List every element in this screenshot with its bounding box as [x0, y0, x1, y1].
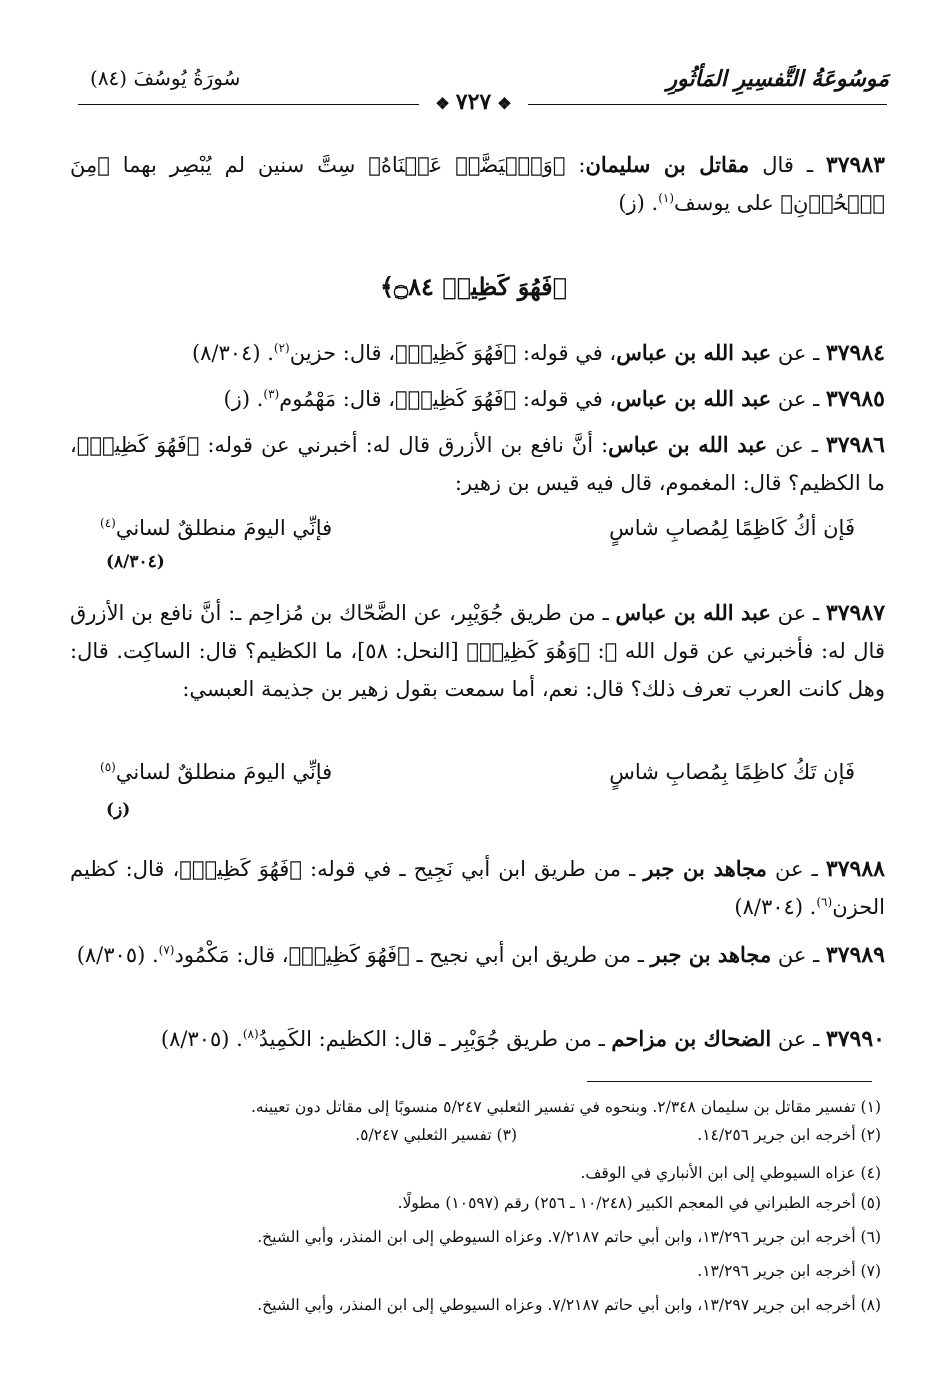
entry-prefix: ـ عن — [771, 943, 826, 967]
ornament-icon: ❖ — [497, 94, 512, 113]
footnote-7: (٧) أخرجه ابن جرير ١٣/٢٩٦. — [697, 1262, 881, 1280]
verse-hemistich-2 — [100, 516, 332, 540]
entry-reference: (٨/٣٠٤) — [106, 552, 165, 572]
narrator-name: مقاتل بن سليمان — [585, 152, 750, 177]
narrator-name: عبد الله بن عباس — [616, 340, 772, 365]
entry-prefix: ـ عن — [766, 857, 826, 881]
page-number-text: ٧٢٧ — [455, 89, 492, 115]
entry-prefix: ـ قال — [749, 153, 826, 177]
footnote-5: (٥) أخرجه الطبراني في المعجم الكبير (١٠/٢٤٨ ـ ٢٥٦) رقم (١٠٥٩٧) مطولًا. — [397, 1194, 881, 1212]
entry-text: : أنَّ نافع بن الأزرق قال له: أخبرني عن قوله: ﴿فَهُوَ كَظِيمٞ﴾، ما الكظيم؟ قال: المغموم، قال فيه قيس بن زهير: — [70, 433, 885, 495]
entry-prefix: ـ عن — [771, 341, 826, 365]
entry-number: ٣٧٩٩٠ — [825, 1026, 885, 1052]
entry-reference: (ز) — [106, 800, 131, 820]
entry-37985 — [70, 380, 885, 418]
verse-hemistich-2 — [100, 760, 332, 784]
footnote-rule — [587, 1081, 872, 1082]
entry-number: ٣٧٩٨٥ — [825, 386, 885, 412]
footnote-ref: (٨) — [242, 1027, 259, 1041]
narrator-name: مجاهد بن جبر — [650, 942, 772, 967]
entry-prefix: ـ عن — [770, 601, 826, 625]
entry-text: ـ من طريق ابن أبي نجيح ـ ﴿فَهُوَ كَظِيمٞ﴾، قال: مَكْمُود — [174, 943, 651, 967]
entry-end: . (ز) — [618, 191, 659, 215]
verse-hemistich-2-text: فإنِّي اليومَ منطلقٌ لساني — [115, 760, 333, 784]
entry-37984 — [70, 334, 885, 372]
footnote-2: (٢) أخرجه ابن جرير ١٤/٢٥٦. — [697, 1126, 881, 1144]
entry-prefix: ـ عن — [767, 433, 826, 457]
verse-hemistich-2-text: فإنِّي اليومَ منطلقٌ لساني — [115, 516, 333, 540]
book-title: مَوسُوعَةُ التَّفسِيرِ المَأثُورِ — [666, 66, 889, 92]
verse-hemistich-1: فَإن أكُ كَاظِمًا لِمُصابِ شاسٍ — [609, 516, 855, 540]
footnote-ref: (٧) — [158, 943, 175, 957]
entry-37989 — [70, 936, 885, 974]
footnote-ref: (١) — [658, 191, 675, 205]
footnote-ref: (٣) — [263, 387, 280, 401]
entry-number: ٣٧٩٨٣ — [825, 152, 885, 178]
page-number-wrap — [0, 89, 947, 115]
footnote-4: (٤) عزاه السيوطي إلى ابن الأنباري في الوقف. — [580, 1164, 881, 1182]
entry-37987 — [70, 594, 885, 708]
entry-end: . (٨/٣٠٤) — [734, 895, 817, 919]
ornament-icon: ❖ — [435, 94, 450, 113]
footnote-6: (٦) أخرجه ابن جرير ١٣/٢٩٦، وابن أبي حاتم ٧/٢١٨٧. وعزاه السيوطي إلى ابن المنذر، وأبي الشيخ. — [257, 1228, 881, 1246]
entry-number: ٣٧٩٨٤ — [825, 340, 885, 366]
narrator-name: مجاهد بن جبر — [643, 856, 767, 881]
narrator-name: عبد الله بن عباس — [615, 600, 771, 625]
footnote-ref: (٦) — [816, 895, 833, 909]
entry-number: ٣٧٩٨٩ — [825, 942, 885, 968]
entry-text: ـ من طريق جُوَيْبِر، عن الضَّحّاك بن مُزاحِم ـ: أنَّ نافع بن الأزرق قال له: فأخبرني عن قول الله ﷻ: ﴿وَهُوَ كَظِيمٞ﴾ [النحل: ٥٨]، ما الكظيم؟ قال: الساكِت. قال: وهل كانت العرب تعرف ذلك؟ قال: نعم، أما سمعت بقول زهير بن جذيمة العبسي: — [70, 601, 885, 701]
footnote-1: (١) تفسير مقاتل بن سليمان ٢/٣٤٨. وبنحوه في تفسير الثعلبي ٥/٢٤٧ منسوبًا إلى مقاتل دون تعيينه. — [250, 1098, 881, 1116]
footnote-3: (٣) تفسير الثعلبي ٥/٢٤٧. — [355, 1126, 517, 1144]
entry-text: ـ من طريق ابن أبي نَجِيح ـ في قوله: ﴿فَهُوَ كَظِيمٞ﴾، قال: كظيم الحزن — [70, 857, 885, 919]
entry-text: : ﴿وَٱبۡيَضَّتۡ عَيۡنَاهُ﴾ سِتَّ سنين لم يُبْصِر بهما ﴿مِنَ ٱلۡحُزۡنِ﴾ على يوسف — [70, 153, 885, 215]
entry-number: ٣٧٩٨٨ — [825, 856, 885, 882]
section-verse-heading: ﴿فَهُوَ كَظِيمٞ ۝٨٤﴾ — [379, 272, 568, 301]
entry-end: . (٨/٣٠٥) — [76, 943, 159, 967]
entry-end: . (٨/٣٠٥) — [160, 1027, 243, 1051]
footnote-ref: (٥) — [100, 760, 116, 774]
entry-number: ٣٧٩٨٦ — [825, 432, 885, 458]
entry-37983 — [70, 146, 885, 222]
entry-37990 — [70, 1020, 885, 1058]
footnote-ref: (٤) — [100, 516, 116, 530]
entry-text: ، في قوله: ﴿فَهُوَ كَظِيمٞ﴾، قال: حزين — [289, 341, 617, 365]
entry-prefix: ـ عن — [771, 387, 826, 411]
entry-text: ، في قوله: ﴿فَهُوَ كَظِيمٞ﴾، قال: مَهْمُوم — [279, 387, 617, 411]
verse-hemistich-1: فَإن تَكُ كاظِمًا بِمُصابِ شاسٍ — [609, 760, 855, 784]
footnote-ref: (٢) — [273, 341, 290, 355]
footnote-8: (٨) أخرجه ابن جرير ١٣/٢٩٧، وابن أبي حاتم ٧/٢١٨٧. وعزاه السيوطي إلى ابن المنذر، وأبي الشيخ. — [257, 1296, 881, 1314]
narrator-name: الضحاك بن مزاحم — [611, 1026, 772, 1051]
entry-prefix: ـ عن — [771, 1027, 826, 1051]
entry-text: ـ من طريق جُوَيْبِر ـ قال: الكظيم: الكَمِيدُ — [258, 1027, 612, 1051]
entry-37986 — [70, 426, 885, 502]
narrator-name: عبد الله بن عباس — [608, 432, 768, 457]
surah-label: سُورَةُ يُوسُفَ (٨٤) — [90, 66, 241, 90]
entry-37988 — [70, 850, 885, 926]
entry-number: ٣٧٩٨٧ — [825, 600, 886, 626]
page-number — [419, 89, 527, 115]
narrator-name: عبد الله بن عباس — [616, 386, 772, 411]
entry-end: . (ز) — [223, 387, 264, 411]
entry-end: . (٨/٣٠٤) — [191, 341, 274, 365]
